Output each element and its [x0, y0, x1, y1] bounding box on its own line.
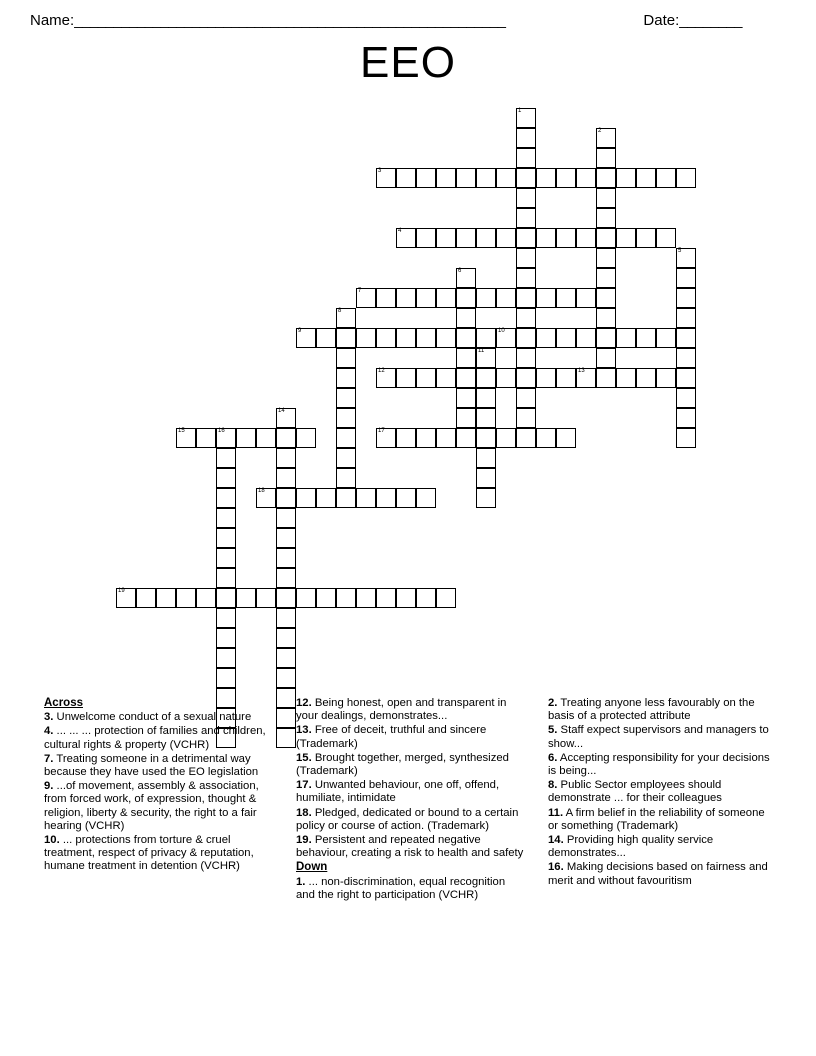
- grid-cell[interactable]: [676, 248, 696, 268]
- grid-cell-number: 10: [498, 328, 505, 334]
- grid-cell-number: 6: [458, 268, 462, 274]
- grid-cell[interactable]: [336, 588, 356, 608]
- grid-cell[interactable]: [376, 428, 396, 448]
- grid-cell[interactable]: [676, 308, 696, 328]
- grid-cell[interactable]: [556, 328, 576, 348]
- clue-list-down-part2: [548, 697, 776, 888]
- clue-number: 19.: [296, 834, 312, 847]
- clues-column-1: [44, 697, 274, 997]
- grid-cell[interactable]: [276, 568, 296, 588]
- grid-cell[interactable]: [396, 328, 416, 348]
- grid-cell[interactable]: [656, 368, 676, 388]
- grid-cell[interactable]: [396, 288, 416, 308]
- grid-cell[interactable]: [456, 328, 476, 348]
- grid-cell[interactable]: [336, 468, 356, 488]
- grid-cell[interactable]: [436, 368, 456, 388]
- grid-cell[interactable]: [476, 428, 496, 448]
- grid-cell[interactable]: [496, 228, 516, 248]
- grid-cell[interactable]: [336, 388, 356, 408]
- grid-cell[interactable]: [576, 328, 596, 348]
- clue-across-15: [296, 752, 526, 778]
- grid-cell[interactable]: [556, 368, 576, 388]
- grid-cell[interactable]: [216, 568, 236, 588]
- grid-cell[interactable]: [516, 268, 536, 288]
- clue-text: Treating anyone less favourably on the basis of a protected attribute: [548, 697, 755, 723]
- grid-cell[interactable]: [556, 228, 576, 248]
- grid-cell-number: 9: [298, 328, 302, 334]
- page-title: EEO: [360, 38, 456, 87]
- grid-cell[interactable]: [676, 168, 696, 188]
- grid-cell[interactable]: [596, 208, 616, 228]
- grid-cell-number: 4: [398, 228, 402, 234]
- grid-cell[interactable]: [556, 288, 576, 308]
- grid-cell[interactable]: [276, 488, 296, 508]
- clue-number: 13.: [296, 724, 312, 737]
- grid-cell[interactable]: [596, 248, 616, 268]
- grid-cell[interactable]: [516, 228, 536, 248]
- grid-cell[interactable]: [296, 428, 316, 448]
- clue-text: A firm belief in the reliability of someone or something (Trademark): [548, 806, 765, 832]
- grid-cell[interactable]: [276, 468, 296, 488]
- clue-down-6: [548, 752, 776, 778]
- clue-number: 2.: [548, 697, 558, 709]
- grid-cell-number: 19: [118, 588, 125, 594]
- grid-cell[interactable]: [536, 288, 556, 308]
- crossword-grid[interactable]: [0, 105, 816, 680]
- grid-cell[interactable]: [136, 588, 156, 608]
- grid-cell[interactable]: [516, 128, 536, 148]
- grid-cell[interactable]: [536, 428, 556, 448]
- grid-cell[interactable]: [516, 188, 536, 208]
- clue-list-across-part1: [44, 711, 274, 873]
- grid-cell[interactable]: [176, 428, 196, 448]
- clue-text: ...of movement, assembly & association, from forced work, of expression, thought & religion, liberty & security, the right to a fair hearing (VCHR): [44, 780, 259, 832]
- grid-cell[interactable]: [316, 488, 336, 508]
- grid-cell[interactable]: [276, 428, 296, 448]
- grid-cell[interactable]: [376, 368, 396, 388]
- clue-across-4: [44, 725, 274, 751]
- grid-cell[interactable]: [516, 408, 536, 428]
- grid-cell[interactable]: [276, 508, 296, 528]
- grid-cell[interactable]: [596, 228, 616, 248]
- grid-cell[interactable]: [496, 168, 516, 188]
- grid-cell[interactable]: [656, 228, 676, 248]
- grid-cell[interactable]: [596, 128, 616, 148]
- grid-cell-number: 17: [378, 428, 385, 434]
- grid-cell[interactable]: [456, 228, 476, 248]
- grid-cell-number: 8: [338, 308, 342, 314]
- grid-cell[interactable]: [476, 448, 496, 468]
- grid-cell[interactable]: [496, 428, 516, 448]
- grid-cell-number: 7: [358, 288, 362, 294]
- grid-cell[interactable]: [216, 668, 236, 688]
- grid-cell[interactable]: [636, 228, 656, 248]
- clue-number: 5.: [548, 724, 558, 737]
- clue-down-14: [548, 834, 776, 860]
- clue-across-12: [296, 697, 526, 723]
- grid-cell[interactable]: [216, 448, 236, 468]
- grid-cell-number: 14: [278, 408, 285, 414]
- grid-cell[interactable]: [436, 328, 456, 348]
- grid-cell[interactable]: [396, 168, 416, 188]
- grid-cell[interactable]: [596, 368, 616, 388]
- clue-number: 9.: [44, 780, 54, 793]
- grid-cell[interactable]: [516, 388, 536, 408]
- grid-cell[interactable]: [516, 348, 536, 368]
- clue-text: Pledged, dedicated or bound to a certain policy or course of action. (Trademark): [296, 806, 519, 832]
- grid-cell-number: 2: [598, 128, 602, 134]
- clue-across-18: [296, 807, 526, 833]
- grid-cell[interactable]: [516, 148, 536, 168]
- grid-cell[interactable]: [516, 168, 536, 188]
- grid-cell[interactable]: [216, 528, 236, 548]
- grid-cell[interactable]: [676, 388, 696, 408]
- grid-cell[interactable]: [216, 608, 236, 628]
- grid-cell[interactable]: [276, 588, 296, 608]
- grid-cell-number: 1: [518, 108, 522, 114]
- down-heading: Down: [296, 861, 328, 874]
- clue-text: Providing high quality service demonstrates...: [548, 834, 714, 860]
- grid-cell[interactable]: [676, 268, 696, 288]
- grid-cell[interactable]: [316, 328, 336, 348]
- grid-cell-number: 13: [578, 368, 585, 374]
- grid-cell[interactable]: [416, 168, 436, 188]
- grid-cell[interactable]: [556, 168, 576, 188]
- grid-cell[interactable]: [476, 288, 496, 308]
- clue-number: 14.: [548, 834, 564, 847]
- grid-cell[interactable]: [516, 208, 536, 228]
- grid-cell[interactable]: [596, 148, 616, 168]
- grid-cell[interactable]: [456, 268, 476, 288]
- across-heading: Across: [44, 697, 83, 709]
- grid-cell[interactable]: [456, 168, 476, 188]
- clue-down-5: [548, 724, 776, 750]
- clue-text: Unwelcome conduct of a sexual nature: [53, 711, 252, 724]
- grid-cell[interactable]: [476, 468, 496, 488]
- clue-text: Persistent and repeated negative behaviour, creating a risk to health and safety: [296, 834, 524, 860]
- clue-list-across-part2: [296, 697, 526, 860]
- grid-cell[interactable]: [476, 388, 496, 408]
- grid-cell[interactable]: [356, 588, 376, 608]
- clue-text: Being honest, open and transparent in your dealings, demonstrates...: [296, 697, 507, 723]
- clue-down-2: [548, 697, 776, 723]
- grid-cell[interactable]: [296, 328, 316, 348]
- grid-cell[interactable]: [336, 488, 356, 508]
- grid-cell-number: 12: [378, 368, 385, 374]
- grid-cell[interactable]: [476, 348, 496, 368]
- grid-cell[interactable]: [216, 588, 236, 608]
- clue-number: 3.: [44, 711, 54, 724]
- grid-cell[interactable]: [336, 368, 356, 388]
- grid-cell[interactable]: [276, 648, 296, 668]
- grid-cell[interactable]: [416, 368, 436, 388]
- grid-cell[interactable]: [676, 288, 696, 308]
- grid-cell[interactable]: [636, 368, 656, 388]
- grid-cell[interactable]: [516, 288, 536, 308]
- clue-text: Making decisions based on fairness and merit and without favouritism: [548, 861, 768, 887]
- grid-cell[interactable]: [476, 488, 496, 508]
- grid-cell-number: 18: [258, 488, 265, 494]
- grid-cell[interactable]: [156, 588, 176, 608]
- grid-cell[interactable]: [336, 448, 356, 468]
- grid-cell[interactable]: [576, 288, 596, 308]
- grid-cell[interactable]: [676, 428, 696, 448]
- grid-cell[interactable]: [476, 368, 496, 388]
- clue-text: ... ... ... protection of families and children, cultural rights & property (VCHR): [44, 725, 266, 751]
- grid-cell-number: 16: [218, 428, 225, 434]
- grid-cell[interactable]: [396, 488, 416, 508]
- grid-cell[interactable]: [436, 428, 456, 448]
- grid-cell[interactable]: [276, 448, 296, 468]
- grid-cell[interactable]: [676, 368, 696, 388]
- name-write-line[interactable]: _______________________________________________________: [74, 11, 506, 29]
- date-label: Date:: [643, 11, 680, 29]
- clue-across-9: [44, 780, 274, 833]
- grid-cell[interactable]: [196, 428, 216, 448]
- clue-down-16: [548, 861, 776, 887]
- clue-number: 11.: [548, 806, 564, 819]
- grid-cell[interactable]: [276, 548, 296, 568]
- grid-cell[interactable]: [396, 228, 416, 248]
- clue-number: 4.: [44, 725, 54, 738]
- grid-cell[interactable]: [216, 628, 236, 648]
- clues-column-2: [296, 697, 526, 997]
- grid-cell[interactable]: [336, 348, 356, 368]
- grid-cell[interactable]: [276, 668, 296, 688]
- grid-cell[interactable]: [436, 588, 456, 608]
- grid-cell[interactable]: [216, 548, 236, 568]
- grid-cell[interactable]: [276, 408, 296, 428]
- grid-cell[interactable]: [476, 408, 496, 428]
- grid-cell[interactable]: [356, 328, 376, 348]
- grid-cell[interactable]: [296, 488, 316, 508]
- grid-cell[interactable]: [456, 368, 476, 388]
- grid-cell[interactable]: [676, 328, 696, 348]
- grid-cell[interactable]: [416, 428, 436, 448]
- grid-cell[interactable]: [616, 168, 636, 188]
- grid-cell-number: 15: [178, 428, 185, 434]
- grid-cell[interactable]: [556, 428, 576, 448]
- grid-cell[interactable]: [636, 328, 656, 348]
- grid-cell[interactable]: [416, 588, 436, 608]
- clue-across-3: [44, 711, 274, 724]
- grid-cell[interactable]: [596, 348, 616, 368]
- grid-cell[interactable]: [456, 408, 476, 428]
- grid-cell[interactable]: [456, 308, 476, 328]
- grid-cell[interactable]: [396, 368, 416, 388]
- grid-cell[interactable]: [516, 248, 536, 268]
- clue-text: Public Sector employees should demonstrate ... for their colleagues: [548, 779, 722, 805]
- clue-number: 17.: [296, 779, 312, 792]
- grid-cell[interactable]: [336, 328, 356, 348]
- clues-area: [0, 697, 816, 997]
- grid-cell[interactable]: [576, 168, 596, 188]
- clue-text: Free of deceit, truthful and sincere (Trademark): [296, 724, 487, 750]
- grid-cell[interactable]: [416, 228, 436, 248]
- grid-cell[interactable]: [656, 328, 676, 348]
- grid-cell[interactable]: [456, 428, 476, 448]
- grid-cell[interactable]: [256, 488, 276, 508]
- grid-cell[interactable]: [476, 228, 496, 248]
- clue-text: Staff expect supervisors and managers to show...: [548, 724, 769, 750]
- grid-cell[interactable]: [496, 328, 516, 348]
- clue-across-10: [44, 834, 274, 874]
- grid-cell[interactable]: [456, 388, 476, 408]
- grid-cell[interactable]: [336, 408, 356, 428]
- clue-number: 8.: [548, 779, 558, 792]
- grid-cell[interactable]: [656, 168, 676, 188]
- grid-cell[interactable]: [596, 268, 616, 288]
- grid-cell[interactable]: [316, 588, 336, 608]
- grid-cell[interactable]: [196, 588, 216, 608]
- grid-cell[interactable]: [596, 308, 616, 328]
- grid-cell[interactable]: [216, 648, 236, 668]
- clue-text: Treating someone in a detrimental way because they have used the EO legislation: [44, 752, 259, 779]
- grid-cell[interactable]: [616, 228, 636, 248]
- clue-number: 7.: [44, 752, 54, 765]
- grid-cell[interactable]: [516, 328, 536, 348]
- clue-down-8: [548, 779, 776, 805]
- date-field-line: [643, 12, 742, 29]
- grid-cell[interactable]: [356, 488, 376, 508]
- grid-cell[interactable]: [616, 328, 636, 348]
- grid-cell[interactable]: [216, 488, 236, 508]
- grid-cell[interactable]: [516, 108, 536, 128]
- grid-cell[interactable]: [536, 328, 556, 348]
- grid-cell[interactable]: [176, 588, 196, 608]
- grid-cell[interactable]: [436, 288, 456, 308]
- grid-cell[interactable]: [576, 368, 596, 388]
- grid-cell[interactable]: [596, 188, 616, 208]
- grid-cell[interactable]: [676, 408, 696, 428]
- clue-number: 15.: [296, 751, 312, 764]
- grid-cell[interactable]: [276, 608, 296, 628]
- date-write-line[interactable]: ________: [679, 11, 742, 29]
- grid-cell[interactable]: [376, 328, 396, 348]
- clue-across-7: [44, 753, 274, 779]
- grid-cell[interactable]: [456, 288, 476, 308]
- grid-cell[interactable]: [396, 588, 416, 608]
- grid-cell[interactable]: [516, 428, 536, 448]
- clue-down-11: [548, 807, 776, 833]
- clue-across-13: [296, 724, 526, 750]
- grid-cell[interactable]: [516, 368, 536, 388]
- grid-cell[interactable]: [296, 588, 316, 608]
- clue-number: 18.: [296, 806, 312, 819]
- grid-cell[interactable]: [456, 348, 476, 368]
- grid-cell[interactable]: [596, 328, 616, 348]
- grid-cell[interactable]: [216, 468, 236, 488]
- grid-cell[interactable]: [416, 488, 436, 508]
- grid-cell[interactable]: [276, 528, 296, 548]
- grid-cell[interactable]: [216, 508, 236, 528]
- clues-column-3: [548, 697, 776, 997]
- grid-cell[interactable]: [216, 428, 236, 448]
- grid-cell[interactable]: [596, 168, 616, 188]
- grid-cell[interactable]: [536, 228, 556, 248]
- grid-cell-number: 11: [478, 348, 485, 354]
- grid-cell[interactable]: [676, 348, 696, 368]
- clue-text: Accepting responsibility for your decisions is being...: [548, 751, 770, 778]
- clue-across-17: [296, 779, 526, 805]
- clue-number: 10.: [44, 834, 60, 847]
- name-date-header: [0, 0, 816, 34]
- clue-number: 12.: [296, 697, 312, 709]
- grid-cell[interactable]: [416, 328, 436, 348]
- grid-cell[interactable]: [396, 428, 416, 448]
- grid-cell[interactable]: [476, 328, 496, 348]
- grid-cell-number: 5: [678, 248, 682, 254]
- clue-number: 16.: [548, 861, 564, 874]
- grid-cell[interactable]: [476, 168, 496, 188]
- grid-cell[interactable]: [616, 368, 636, 388]
- grid-cell[interactable]: [256, 428, 276, 448]
- name-field-line: [30, 12, 506, 29]
- grid-cell[interactable]: [376, 288, 396, 308]
- clue-number: 1.: [296, 875, 306, 888]
- clue-text: Unwanted behaviour, one off, offend, humiliate, intimidate: [296, 779, 500, 805]
- grid-cell[interactable]: [236, 588, 256, 608]
- clue-number: 6.: [548, 751, 558, 764]
- grid-cell-number: 3: [378, 168, 382, 174]
- clue-across-19: [296, 834, 526, 860]
- grid-cell[interactable]: [336, 428, 356, 448]
- grid-cell[interactable]: [376, 588, 396, 608]
- grid-cell[interactable]: [256, 588, 276, 608]
- grid-cell[interactable]: [436, 228, 456, 248]
- grid-cell[interactable]: [496, 288, 516, 308]
- grid-cell[interactable]: [436, 168, 456, 188]
- grid-cell[interactable]: [376, 488, 396, 508]
- grid-cell[interactable]: [376, 168, 396, 188]
- grid-cell[interactable]: [636, 168, 656, 188]
- grid-cell[interactable]: [416, 288, 436, 308]
- clue-text: ... non-discrimination, equal recognition and the right to participation (VCHR): [296, 875, 506, 901]
- grid-cell[interactable]: [576, 228, 596, 248]
- name-label: Name:: [30, 11, 75, 29]
- grid-cell[interactable]: [496, 368, 516, 388]
- grid-cell[interactable]: [536, 168, 556, 188]
- clue-text: ... protections from torture & cruel treatment, respect of privacy & reputation, humane treatment in detention (VCHR): [44, 834, 254, 873]
- grid-cell[interactable]: [336, 308, 356, 328]
- clue-down-1: [296, 876, 526, 902]
- clue-text: Brought together, merged, synthesized (Trademark): [296, 751, 509, 778]
- grid-cell[interactable]: [516, 308, 536, 328]
- grid-cell[interactable]: [276, 628, 296, 648]
- grid-cell[interactable]: [236, 428, 256, 448]
- clue-list-down-part1: [296, 876, 526, 902]
- grid-cell[interactable]: [596, 288, 616, 308]
- grid-cell[interactable]: [356, 288, 376, 308]
- grid-cell[interactable]: [536, 368, 556, 388]
- grid-cell[interactable]: [116, 588, 136, 608]
